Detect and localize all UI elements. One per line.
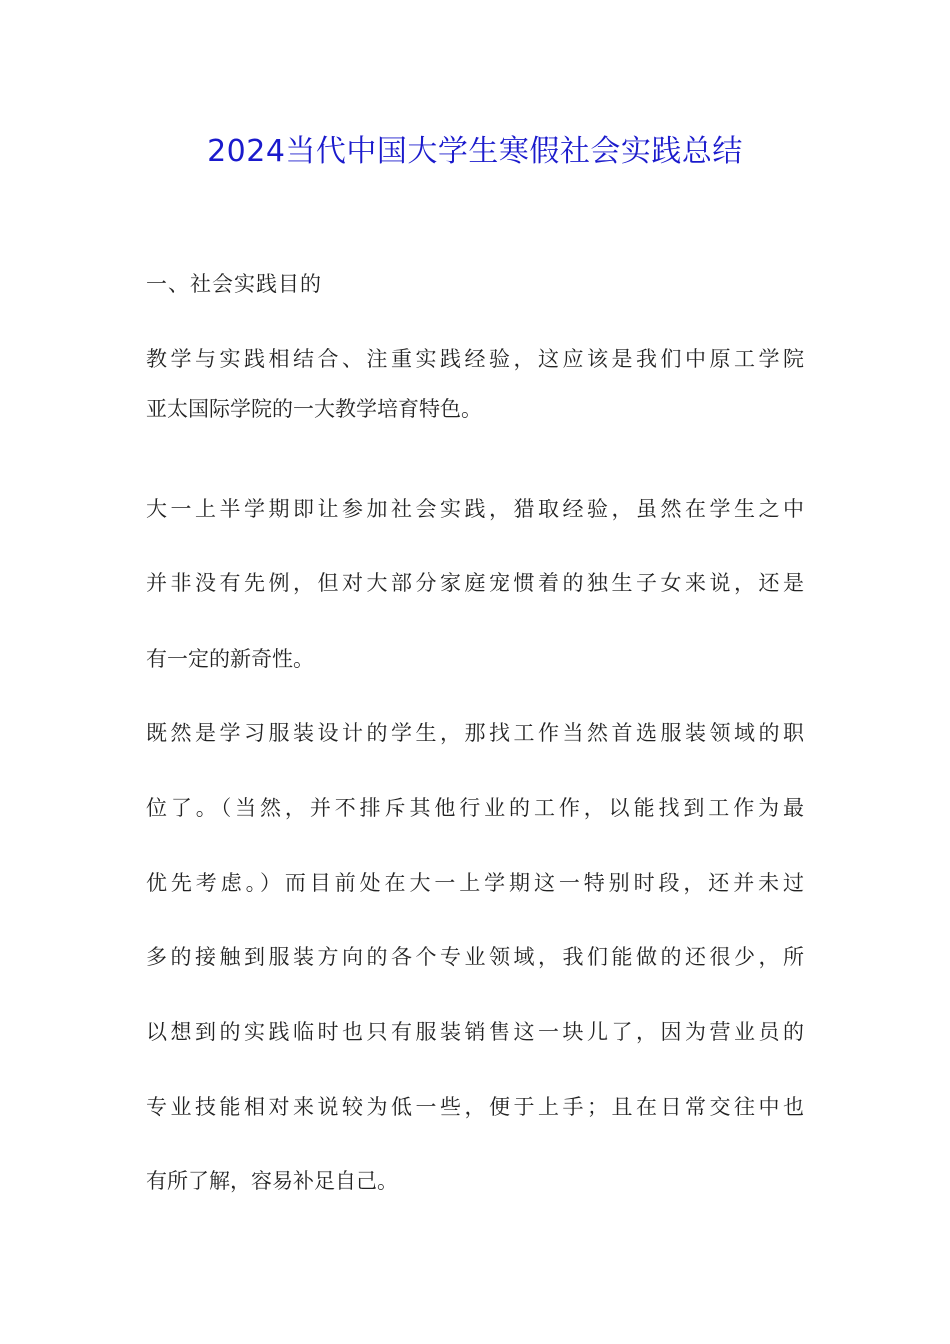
paragraph-line: 有一定的新奇性。 xyxy=(146,647,314,671)
paragraph-line: 既然是学习服装设计的学生，那找工作当然首选服装领域的职 xyxy=(146,721,804,745)
paragraph-line: 以想到的实践临时也只有服装销售这一块儿了，因为营业员的 xyxy=(146,1020,804,1044)
paragraph-line: 亚太国际学院的一大教学培育特色。 xyxy=(146,397,482,421)
section-heading: 一、社会实践目的 xyxy=(146,272,322,296)
paragraph-line: 专业技能相对来说较为低一些，便于上手；且在日常交往中也 xyxy=(146,1095,804,1119)
paragraph-line: 位了。（当然，并不排斥其他行业的工作，以能找到工作为最 xyxy=(146,796,804,820)
document-title: 2024当代中国大学生寒假社会实践总结 xyxy=(207,134,743,169)
paragraph-line: 优先考虑。）而目前处在大一上学期这一特别时段，还并未过 xyxy=(146,871,804,895)
paragraph-line: 多的接触到服装方向的各个专业领域，我们能做的还很少，所 xyxy=(146,945,804,969)
paragraph-line: 并非没有先例，但对大部分家庭宠惯着的独生子女来说，还是 xyxy=(146,571,804,595)
paragraph-line: 有所了解，容易补足自己。 xyxy=(146,1169,398,1193)
paragraph-line: 大一上半学期即让参加社会实践，猎取经验，虽然在学生之中 xyxy=(146,497,804,521)
paragraph-line: 教学与实践相结合、注重实践经验，这应该是我们中原工学院 xyxy=(146,347,804,371)
